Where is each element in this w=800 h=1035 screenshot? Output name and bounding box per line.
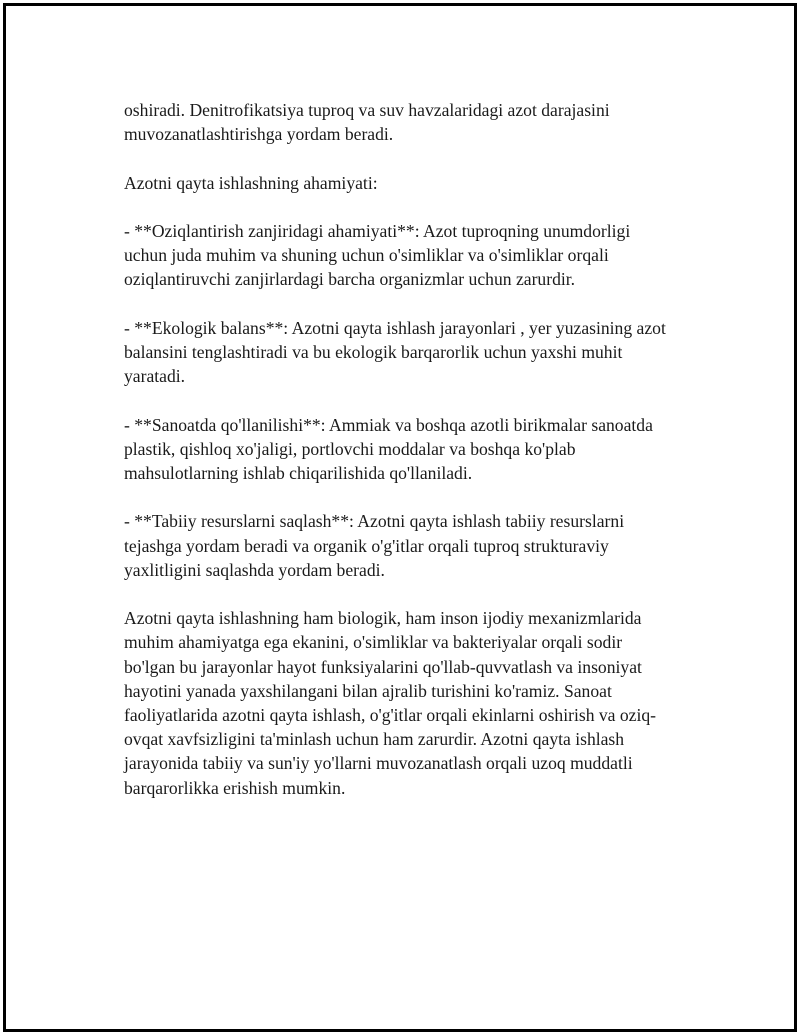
paragraph-ecological-balance: - **Ekologik balans**: Azotni qayta ishlash jarayonlari , yer yuzasining azot balansini tenglashtiradi va bu ekologik barqarorlik uchun yaxshi muhit yaratadi. — [124, 317, 666, 387]
paragraph-industrial-use: - **Sanoatda qo'llanilishi**: Ammiak va boshqa azotli birikmalar sanoatda plastik, qishloq xo'jaligi, portlovchi moddalar va boshqa ko'plab mahsulotlarning ishlab chiqarilishida qo'llaniladi. — [124, 414, 653, 483]
paragraph-resource-conservation: - **Tabiiy resurslarni saqlash**: Azotni qayta ishlash tabiiy resurslarni tejashga yordam beradi va organik o'g'itlar orqali tuproq strukturaviy yaxlitligini saqlashda yordam beradi. — [124, 511, 625, 580]
page-content — [124, 98, 699, 824]
page-frame — [4, 4, 796, 1031]
paragraph-importance-heading: Azotni qayta ishlashning ahamiyati: — [124, 172, 378, 193]
paragraph-denitrification: oshiradi. Denitrofikatsiya tuproq va suv havzalaridagi azot darajasini muvozanatlashtirishga yordam beradi. — [124, 100, 610, 145]
paragraph-conclusion: Azotni qayta ishlashning ham biologik, ham inson ijodiy mexanizmlarida muhim ahamiyatga ega ekanini, o'simliklar va bakteriyalar orqali sodir bo'lgan bu jarayonlar hayot funksiyalarini qo'llab-quvvatlash va insoniyat hayotini yanada yaxshilangani bilan ajralib turishini ko'ramiz. Sanoat faoliyatlarida azotni qayta ishlash, o'g'itlar orqali ekinlarni oshirish va oziq- ovqat xavfsizligini ta'minlash uchun ham zarurdir. Azotni qayta ishlash jarayonida tabiiy va sun'iy yo'llarni muvozanatlash orqali uzoq muddatli barqarorlikka erishish mumkin. — [124, 608, 657, 798]
paragraph-food-chain: - **Oziqlantirish zanjiridagi ahamiyati**: Azot tuproqning unumdorligi uchun juda muhim va shuning uchun o'simliklar va o'simliklar orqali oziqlantiruvchi zanjirlardagi barcha organizmlar uchun zarurdir. — [124, 220, 631, 290]
